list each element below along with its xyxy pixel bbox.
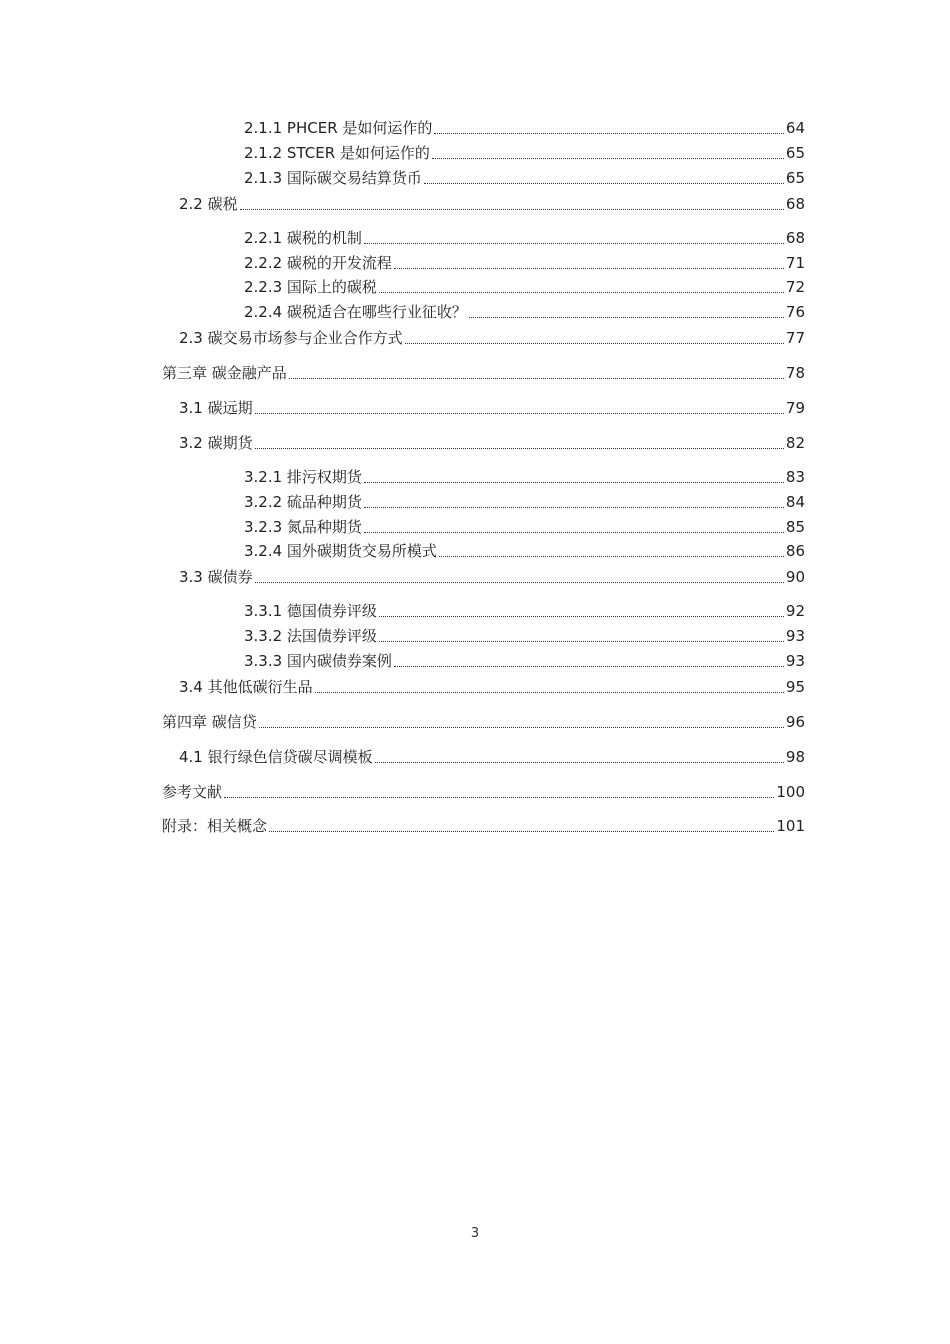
toc-entry-page: 96 bbox=[785, 713, 805, 731]
toc-entry[interactable] bbox=[179, 429, 805, 453]
toc-entry-page: 93 bbox=[785, 627, 805, 645]
toc-entry-page: 77 bbox=[785, 329, 805, 347]
toc-entry-page: 95 bbox=[785, 678, 805, 696]
toc-entry-page: 65 bbox=[785, 144, 805, 162]
toc-entry-page: 65 bbox=[785, 169, 805, 187]
toc-entry-page: 86 bbox=[785, 542, 805, 560]
dot-leader bbox=[289, 378, 784, 379]
toc-entry-page: 68 bbox=[785, 229, 805, 247]
toc-entry[interactable] bbox=[244, 298, 805, 322]
toc-entry-title: 3.4 其他低碳衍生品 bbox=[179, 678, 313, 696]
toc-entry-page: 100 bbox=[776, 783, 805, 801]
toc-entry-page: 83 bbox=[785, 468, 805, 486]
dot-leader bbox=[364, 482, 784, 483]
toc-entry[interactable] bbox=[244, 249, 805, 273]
toc-entry-title: 2.1.3 国际碳交易结算货币 bbox=[244, 169, 422, 187]
toc-entry-title: 3.3.3 国内碳债券案例 bbox=[244, 652, 392, 670]
toc-entry-page: 76 bbox=[785, 303, 805, 321]
toc-entry[interactable] bbox=[244, 488, 805, 512]
toc-entry-title: 4.1 银行绿色信贷碳尽调模板 bbox=[179, 748, 373, 766]
dot-leader bbox=[375, 762, 784, 763]
page-number: 3 bbox=[470, 1226, 480, 1241]
toc-entry-page: 78 bbox=[785, 364, 805, 382]
dot-leader bbox=[315, 692, 784, 693]
toc-entry[interactable] bbox=[244, 537, 805, 561]
dot-leader bbox=[240, 209, 784, 210]
toc-entry[interactable] bbox=[244, 164, 805, 188]
toc-entry-page: 68 bbox=[785, 195, 805, 213]
toc-entry-title: 3.2.3 氮品种期货 bbox=[244, 518, 362, 536]
toc-entry[interactable] bbox=[179, 324, 805, 348]
dot-leader bbox=[432, 158, 784, 159]
toc-entry-title: 参考文献 bbox=[162, 783, 223, 801]
toc-entry[interactable] bbox=[162, 359, 805, 383]
toc-entry-page: 64 bbox=[785, 119, 805, 137]
toc-entry[interactable] bbox=[179, 743, 805, 767]
toc-entry[interactable] bbox=[244, 597, 805, 621]
toc-entry-page: 101 bbox=[776, 817, 805, 835]
toc-entry-page: 84 bbox=[785, 493, 805, 511]
dot-leader bbox=[469, 317, 784, 318]
toc-entry-page: 93 bbox=[785, 652, 805, 670]
toc-entry-page: 79 bbox=[785, 399, 805, 417]
dot-leader bbox=[364, 243, 784, 244]
dot-leader bbox=[439, 556, 784, 557]
toc-entry-title: 2.1.2 STCER 是如何运作的 bbox=[244, 144, 430, 162]
toc-entry-page: 82 bbox=[785, 434, 805, 452]
toc-entry-title: 第四章 碳信贷 bbox=[162, 713, 257, 731]
toc-entry-title: 2.3 碳交易市场参与企业合作方式 bbox=[179, 329, 403, 347]
toc-entry[interactable] bbox=[244, 513, 805, 537]
toc-entry-title: 3.2 碳期货 bbox=[179, 434, 253, 452]
toc-entry[interactable] bbox=[244, 114, 805, 138]
toc-entry-page: 85 bbox=[785, 518, 805, 536]
toc-entry-title: 3.2.2 硫品种期货 bbox=[244, 493, 362, 511]
toc-entry[interactable] bbox=[244, 273, 805, 297]
toc-entry-title: 2.2.2 碳税的开发流程 bbox=[244, 254, 392, 272]
toc-entry-title: 3.3 碳债券 bbox=[179, 568, 253, 586]
toc-entry-title: 3.2.4 国外碳期货交易所模式 bbox=[244, 542, 437, 560]
toc-entry-page: 90 bbox=[785, 568, 805, 586]
toc-entry-title: 2.2.1 碳税的机制 bbox=[244, 229, 362, 247]
toc-entry[interactable] bbox=[179, 190, 805, 214]
dot-leader bbox=[364, 507, 784, 508]
toc-entry[interactable] bbox=[244, 622, 805, 646]
toc-entry-title: 3.3.1 德国债券评级 bbox=[244, 602, 377, 620]
dot-leader bbox=[364, 532, 784, 533]
toc-entry-title: 2.1.1 PHCER 是如何运作的 bbox=[244, 119, 433, 137]
toc-entry-title: 2.2.4 碳税适合在哪些行业征收？ bbox=[244, 303, 467, 321]
toc-entry-title: 3.2.1 排污权期货 bbox=[244, 468, 362, 486]
dot-leader bbox=[259, 727, 784, 728]
toc-entry-title: 3.1 碳远期 bbox=[179, 399, 253, 417]
toc-entry-page: 72 bbox=[785, 278, 805, 296]
dot-leader bbox=[255, 448, 784, 449]
toc-entry[interactable] bbox=[162, 708, 805, 732]
toc-entry[interactable] bbox=[244, 463, 805, 487]
dot-leader bbox=[434, 133, 784, 134]
toc-entry[interactable] bbox=[162, 778, 805, 802]
dot-leader bbox=[394, 666, 784, 667]
toc-entry[interactable] bbox=[179, 394, 805, 418]
toc-entry-page: 92 bbox=[785, 602, 805, 620]
toc-entry[interactable] bbox=[244, 647, 805, 671]
toc-entry[interactable] bbox=[179, 673, 805, 697]
dot-leader bbox=[255, 582, 784, 583]
dot-leader bbox=[394, 268, 784, 269]
dot-leader bbox=[379, 641, 784, 642]
dot-leader bbox=[255, 413, 784, 414]
dot-leader bbox=[269, 831, 774, 832]
dot-leader bbox=[405, 343, 784, 344]
toc-entry-page: 71 bbox=[785, 254, 805, 272]
dot-leader bbox=[424, 183, 784, 184]
dot-leader bbox=[224, 797, 774, 798]
toc-entry[interactable] bbox=[244, 224, 805, 248]
toc-entry[interactable] bbox=[244, 139, 805, 163]
toc-entry-title: 附录：相关概念 bbox=[162, 817, 268, 835]
toc-entry-title: 第三章 碳金融产品 bbox=[162, 364, 287, 382]
toc-entry-page: 98 bbox=[785, 748, 805, 766]
dot-leader bbox=[379, 616, 784, 617]
toc-entry-title: 2.2.3 国际上的碳税 bbox=[244, 278, 377, 296]
toc-entry-title: 2.2 碳税 bbox=[179, 195, 238, 213]
toc-entry[interactable] bbox=[162, 812, 805, 836]
dot-leader bbox=[379, 292, 784, 293]
toc-entry-title: 3.3.2 法国债券评级 bbox=[244, 627, 377, 645]
toc-entry[interactable] bbox=[179, 563, 805, 587]
